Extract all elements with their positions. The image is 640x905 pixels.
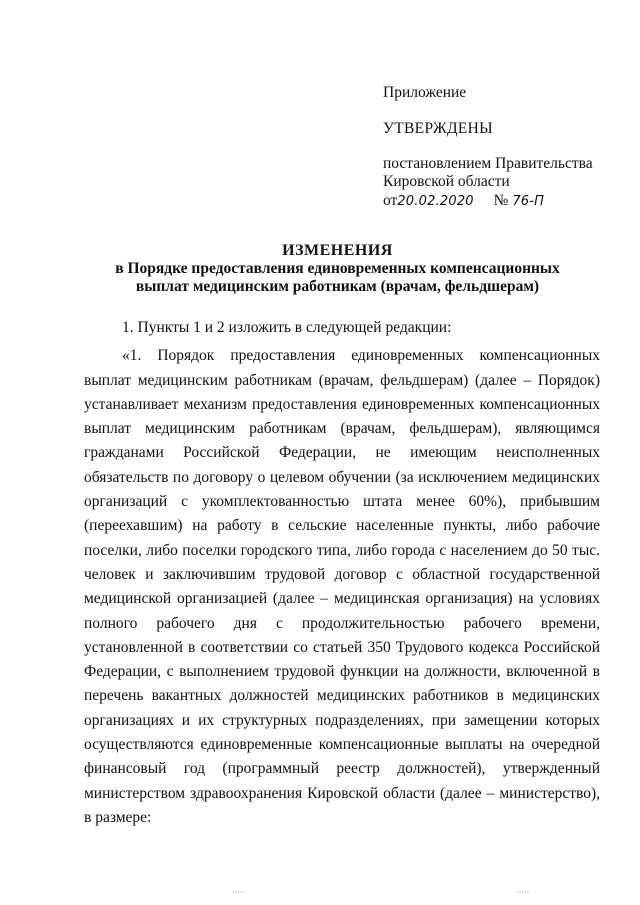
paragraph-1: 1. Пункты 1 и 2 изложить в следующей редакции: xyxy=(122,319,452,336)
approved-label: УТВЕРЖДЕНЫ xyxy=(383,120,493,137)
handwritten-date: 20.02.2020 xyxy=(397,194,474,209)
decree-line-2: Кировской области xyxy=(383,173,510,190)
document-heading xyxy=(60,241,615,296)
scan-mark: ····· xyxy=(516,888,530,897)
date-prefix: от xyxy=(383,192,398,209)
paragraph-2: «1. Порядок предоставления единовременных компенсационных выплат медицинским работникам (врачам, фельдшерам) (далее – Порядок) устанавливает механизм предоставления единовременных компенсационных выплат медицинским работникам (врачам, фельдшерам), являющимся гражданами Российской Федерации, не имеющим неисполненных обязательств по договору о целевом обучении (за исключением медицинских организаций с укомплектованностью штата менее 60%), прибывшим (переехавшим) на работу в сельские населенные пункты, либо рабочие поселки, либо поселки городского типа, либо города с населением до 50 тыс. человек и заключившим трудовой договор с областной государственной медицинской организацией (далее – медицинская организация) на условиях полного рабочего дня с продолжительностью рабочего времени, установленной в соответствии со статьей 350 Трудового кодекса Российской Федерации, с выполнением трудовой функции на должности, включенной в перечень вакантных должностей медицинских работников в медицинских организациях и их структурных подразделениях, при замещении которых осуществляются единовременные компенсационные выплаты на очередной финансовый год (программный реестр должностей), утвержденный министерством здравоохранения Кировской области (далее – министерство), в размере: xyxy=(84,347,600,826)
decree-reference xyxy=(383,155,623,191)
heading-subtitle-line-1: в Порядке предоставления единовременных компенсационных xyxy=(115,260,560,277)
handwritten-number: 76-П xyxy=(512,194,545,209)
number-prefix: № xyxy=(493,192,509,209)
annex-label: Приложение xyxy=(383,84,467,101)
date-number-line xyxy=(383,192,544,211)
decree-line-1: постановлением Правительства xyxy=(383,155,593,172)
scan-mark: ····· xyxy=(232,888,246,897)
heading-subtitle-line-2: выплат медицинским работникам (врачам, фельдшерам) xyxy=(135,278,540,295)
heading-title: ИЗМЕНЕНИЯ xyxy=(282,242,393,259)
document-body xyxy=(84,316,600,830)
